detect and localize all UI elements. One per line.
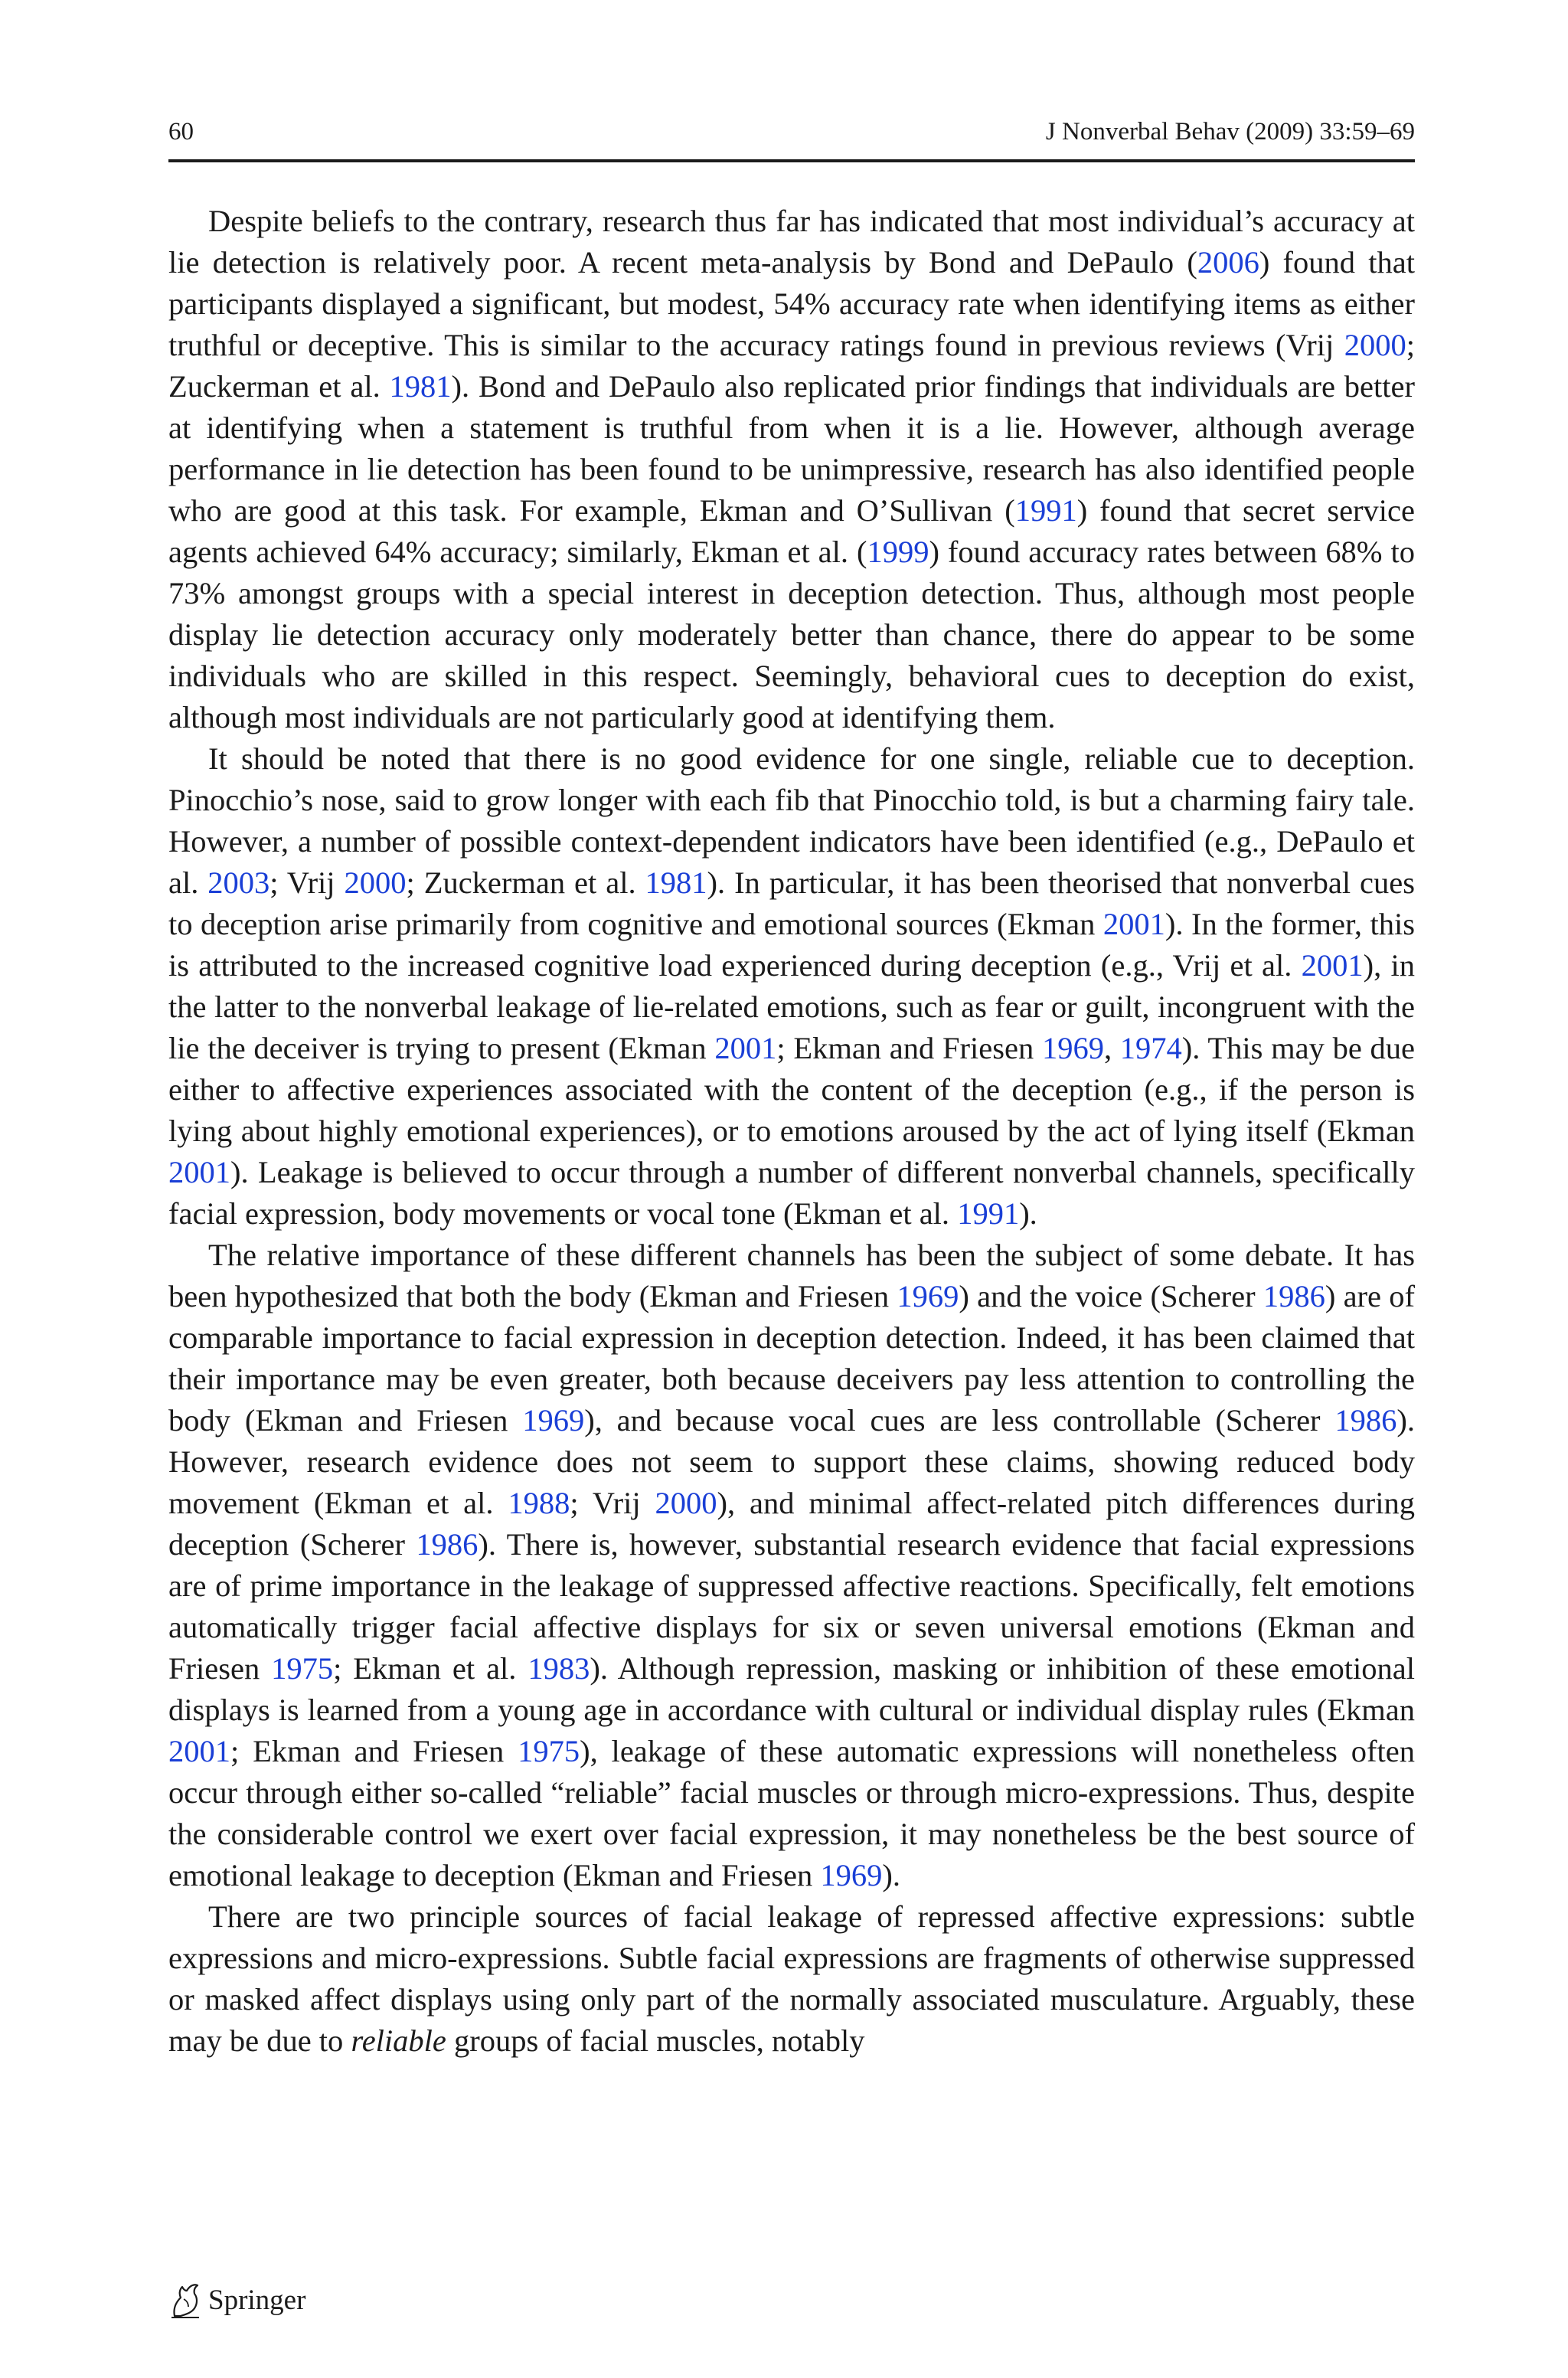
text-run: ) found accuracy rates between 68% to 73% amongst groups with a special interest in deception detection. Thus, although most people display lie detection accuracy only moderately better than chance, there do appear to be some individuals who are skilled in this respect. Seemingly, behavioral cues to deception do exist, although most individuals are not particularly good at identifying them. xyxy=(168,535,1415,734)
citation-link[interactable]: 2000 xyxy=(344,865,407,900)
text-run: groups of facial muscles, notably xyxy=(446,2023,865,2058)
text-run: ) and the voice (Scherer xyxy=(959,1279,1263,1313)
text-run: ). xyxy=(1019,1196,1037,1231)
text-run: ). xyxy=(882,1858,900,1892)
text-run: ) found that secret service agents achieved 64% accuracy; similarly, Ekman et al. ( xyxy=(168,493,1415,569)
paragraph xyxy=(168,1896,1415,2062)
text-run: ) are of comparable importance to facial expression in deception detection. Indeed, it has been claimed that their importance may be even greater, both because deceivers pay less attention to controlling the body (Ekman and Friesen xyxy=(168,1279,1415,1438)
paragraph xyxy=(168,1235,1415,1896)
citation-link[interactable]: 1986 xyxy=(1263,1279,1325,1313)
text-run: ). This may be due either to affective experiences associated with the content of the deception (e.g., if the person is lying about highly emotional experiences), or to emotions aroused by the act of lying itself (Ekman xyxy=(168,1031,1416,1148)
text-run: There are two principle sources of facial leakage of repressed affective expressions: subtle expressions and micro-expressions. Subtle facial expressions are fragments of otherwise suppressed or masked affect displays using only part of the normally associated musculature. Arguably, these may be due to xyxy=(168,1899,1415,2058)
citation-link[interactable]: 1986 xyxy=(416,1527,479,1562)
citation-link[interactable]: 1969 xyxy=(1041,1031,1104,1065)
text-run: ). In particular, it has been theorised that nonverbal cues to deception arise primarily from cognitive and emotional sources (Ekman xyxy=(168,865,1416,941)
citation-link[interactable]: 2001 xyxy=(1102,907,1165,941)
text-run: ), and because vocal cues are less controllable (Scherer xyxy=(584,1403,1335,1438)
citation-link[interactable]: 1991 xyxy=(957,1196,1020,1231)
text-run: ). There is, however, substantial research evidence that facial expressions are of prime importance in the leakage of suppressed affective reactions. Specifically, felt emotions automatically trigger facial affective displays for six or seven universal emotions (Ekman and Friesen xyxy=(168,1527,1415,1686)
text-run: ; Ekman and Friesen xyxy=(776,1031,1042,1065)
citation-link[interactable]: 2001 xyxy=(714,1031,777,1065)
text-run: ), leakage of these automatic expressions will nonetheless often occur through either so-called “reliable” facial muscles or through micro-expressions. Thus, despite the considerable control we exert over facial expression, it may nonetheless be the best source of emotional leakage to deception (Ekman and Friesen xyxy=(168,1734,1415,1892)
springer-horse-icon xyxy=(168,2281,202,2319)
running-header xyxy=(168,115,1415,149)
text-run: ). Although repression, masking or inhibition of these emotional displays is learned from a young age in accordance with cultural or individual display rules (Ekman xyxy=(168,1651,1415,1727)
text-run: ; Ekman et al. xyxy=(333,1651,528,1686)
text-run: ) found that participants displayed a significant, but modest, 54% accuracy rate when identifying items as either truthful or deceptive. This is similar to the accuracy ratings found in previous reviews (Vrij xyxy=(168,245,1415,362)
text-run: , xyxy=(1103,1031,1120,1065)
citation-link[interactable]: 1988 xyxy=(508,1486,570,1520)
citation-link[interactable]: 1969 xyxy=(522,1403,585,1438)
publisher-name: Springer xyxy=(208,2284,306,2316)
text-run: ). Bond and DePaulo also replicated prior findings that individuals are better at identifying when a statement is truthful from when it is a lie. However, although average performance in lie detection has been found to be unimpressive, research has also identified people who are good at this task. For example, Ekman and O’Sullivan ( xyxy=(168,369,1415,528)
citation-link[interactable]: 1969 xyxy=(820,1858,883,1892)
citation-link[interactable]: 2001 xyxy=(168,1155,230,1189)
citation-link[interactable]: 1986 xyxy=(1334,1403,1397,1438)
text-run: ; Vrij xyxy=(570,1486,655,1520)
journal-citation: J Nonverbal Behav (2009) 33:59–69 xyxy=(1045,118,1415,146)
text-run: ), and minimal affect-related pitch differences during deception (Scherer xyxy=(168,1486,1415,1562)
text-run: ; Zuckerman et al. xyxy=(406,865,645,900)
page-number: 60 xyxy=(168,118,194,146)
citation-link[interactable]: 1983 xyxy=(528,1651,590,1686)
citation-link[interactable]: 1969 xyxy=(897,1279,959,1313)
citation-link[interactable]: 2001 xyxy=(168,1734,230,1768)
text-run: ; Zuckerman et al. xyxy=(168,328,1415,404)
citation-link[interactable]: 1975 xyxy=(271,1651,334,1686)
text-run: ). Leakage is believed to occur through a number of different nonverbal channels, specifically facial expression, body movements or vocal tone (Ekman et al. xyxy=(168,1155,1415,1231)
citation-link[interactable]: 2000 xyxy=(1344,328,1406,362)
article-body xyxy=(168,201,1415,2062)
citation-link[interactable]: 1991 xyxy=(1014,493,1077,528)
citation-link[interactable]: 1981 xyxy=(645,865,707,900)
header-rule xyxy=(168,159,1415,162)
citation-link[interactable]: 1999 xyxy=(867,535,929,569)
citation-link[interactable]: 1974 xyxy=(1119,1031,1182,1065)
text-run: ). In the former, this is attributed to the increased cognitive load experienced during deception (e.g., Vrij et al. xyxy=(168,907,1415,983)
citation-link[interactable]: 2003 xyxy=(207,865,270,900)
text-run: ; Vrij xyxy=(270,865,345,900)
paragraph xyxy=(168,738,1415,1235)
citation-link[interactable]: 2006 xyxy=(1197,245,1259,280)
citation-link[interactable]: 1975 xyxy=(518,1734,580,1768)
emphasis-text: reliable xyxy=(351,2023,446,2058)
text-run: ). However, research evidence does not seem to support these claims, showing reduced body movement (Ekman et al. xyxy=(168,1403,1415,1520)
text-run: ; Ekman and Friesen xyxy=(230,1734,518,1768)
text-run: The relative importance of these different channels has been the subject of some debate. It has been hypothesized that both the body (Ekman and Friesen xyxy=(168,1238,1415,1313)
text-run: ), in the latter to the nonverbal leakage of lie-related emotions, such as fear or guilt, incongruent with the lie the deceiver is trying to present (Ekman xyxy=(168,948,1415,1065)
paragraph xyxy=(168,201,1415,738)
citation-link[interactable]: 2000 xyxy=(655,1486,717,1520)
publisher-footer xyxy=(168,2281,305,2319)
citation-link[interactable]: 2001 xyxy=(1301,948,1364,983)
text-run: It should be noted that there is no good evidence for one single, reliable cue to deception. Pinocchio’s nose, said to grow longer with each fib that Pinocchio told, is but a charming fairy tale. However, a number of possible context-dependent indicators have been identified (e.g., DePaulo et al. xyxy=(168,741,1415,900)
citation-link[interactable]: 1981 xyxy=(389,369,452,404)
text-run: Despite beliefs to the contrary, research thus far has indicated that most individual’s accuracy at lie detection is relatively poor. A recent meta-analysis by Bond and DePaulo ( xyxy=(168,204,1415,280)
